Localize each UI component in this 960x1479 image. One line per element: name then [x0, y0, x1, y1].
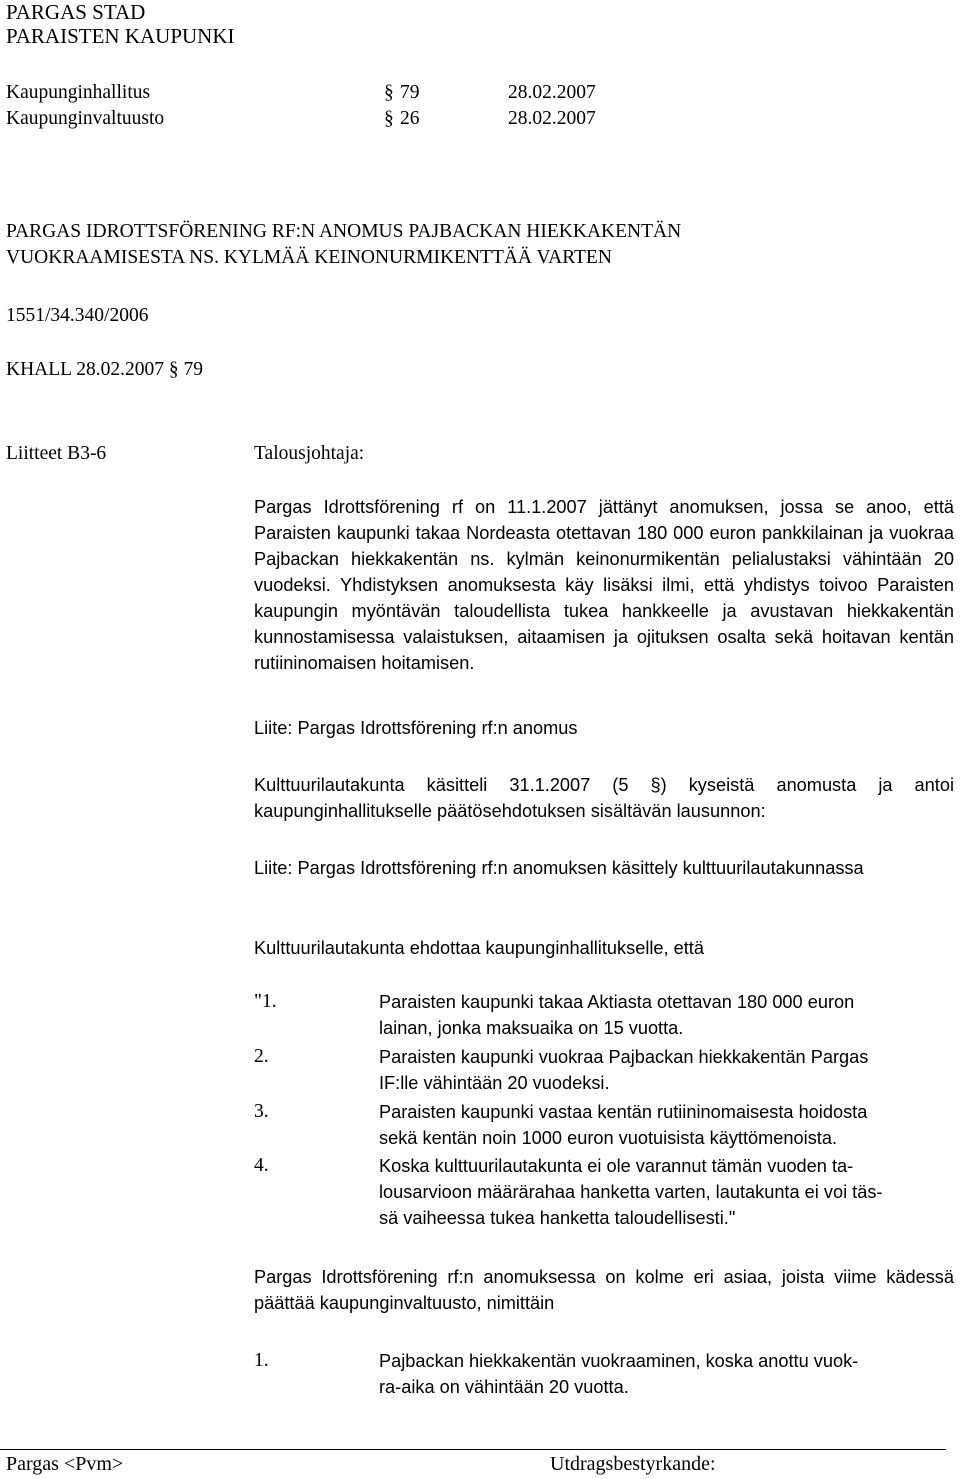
khall-ref-number: 79: [183, 359, 203, 380]
list-item-line: Paraisten kaupunki takaa Aktiasta otettavan 180 000 euron: [379, 992, 855, 1012]
list-item-number: 1.: [254, 1350, 269, 1371]
list-item-text: [379, 1099, 954, 1151]
list-item-text: [379, 989, 954, 1041]
document-title-line1: PARGAS IDROTTSFÖRENING RF:N ANOMUS PAJBACKAN HIEKKAKENTÄN: [6, 221, 682, 242]
list-item-number: 2.: [254, 1046, 269, 1067]
org-name-finnish: PARAISTEN KAUPUNKI: [6, 24, 235, 48]
attachments-label: Liitteet B3-6: [6, 443, 107, 464]
attachment-note-2: [254, 855, 954, 881]
attachment-note-1-text: : Pargas Idrottsförening rf:n anomus: [287, 718, 578, 738]
attachment-note-1: [254, 715, 578, 741]
proposal-intro: Kulttuurilautakunta ehdottaa kaupunginhallitukselle, että: [254, 938, 704, 958]
list-item-line: lainan, jonka maksuaika on 15 vuotta.: [379, 1018, 684, 1038]
presenter-label: Talousjohtaja:: [254, 443, 365, 464]
attachment-note-2-label: Liite: [254, 858, 288, 878]
meta-date-1: 28.02.2007: [508, 82, 596, 103]
document-title-line2: VUOKRAAMISESTA NS. KYLMÄÄ KEINONURMIKENTTÄÄ VARTEN: [6, 247, 612, 268]
org-name-swedish: PARGAS STAD: [6, 0, 146, 24]
list-item-number: 3.: [254, 1101, 269, 1122]
list-item-line: Paraisten kaupunki vuokraa Pajbackan hiekkakentän Pargas: [379, 1047, 869, 1067]
list-item-line: lousarvioon määrärahaa hanketta varten, lautakunta ei voi täs-: [379, 1182, 883, 1202]
list-item-line: Pajbackan hiekkakentän vuokraaminen, koska anottu vuok-: [379, 1351, 859, 1371]
list-item-line: Koska kulttuurilautakunta ei ole varannut tämän vuoden ta-: [379, 1156, 854, 1176]
culture-board-paragraph: Kulttuurilautakunta käsitteli 31.1.2007 (5 §) kyseistä anomusta ja antoi kaupunginhallitukselle päätösehdotuksen sisältävän lausunnon:: [254, 775, 954, 821]
list-item-line: IF:lle vähintään 20 vuodeksi.: [379, 1073, 610, 1093]
list-item-line: sekä kentän noin 1000 euron vuotuisista käyttömenoista.: [379, 1128, 838, 1148]
list-item-text: [379, 1044, 954, 1096]
intro-paragraph: Pargas Idrottsförening rf on 11.1.2007 jättänyt anomuksen, jossa se anoo, että Paraisten kaupunki takaa Nordeasta otettavan 180 000 euron pankkilainan ja vuokraa Pajbackan hiekkakentän ns. kylmän keinonurmikentän pelialustaksi vähintään 20 vuodeksi. Yhdistyksen anomuksesta käy lisäksi ilmi, että yhdistys toivoo Paraisten kaupungin myöntävän taloudellista tukea hankkeelle ja avustavan hiekkakentän kunnostamisessa valaistuksen, aitaamisen ja ojituksen osalta sekä hoitavan kentän rutiininomaisen hoitamisen.: [254, 497, 954, 673]
list-item-line: sä vaiheessa tukea hanketta taloudellisesti.": [379, 1208, 736, 1228]
meta-section-symbol-2: §: [384, 108, 394, 129]
attachment-note-1-label: Liite: [254, 718, 288, 738]
meta-number-1: 79: [400, 82, 420, 103]
list-item-number: 4.: [254, 1155, 269, 1176]
footer-certification: Utdragsbestyrkande:: [550, 1453, 716, 1475]
meta-number-2: 26: [400, 108, 420, 129]
meta-body-2: Kaupunginvaltuusto: [6, 108, 165, 129]
list-item-line: ra-aika on vähintään 20 vuotta.: [379, 1377, 629, 1397]
after-list-paragraph: Pargas Idrottsförening rf:n anomuksessa on kolme eri asiaa, joista viime kädessä päättää kaupunginvaltuusto, nimittäin: [254, 1267, 954, 1313]
list-item-number: "1.: [254, 991, 277, 1012]
khall-ref-prefix: KHALL 28.02.2007: [6, 359, 164, 380]
attachment-note-2-text: : Pargas Idrottsförening rf:n anomuksen käsittely kulttuurilautakunnassa: [287, 858, 864, 878]
khall-ref-section-symbol: §: [168, 359, 179, 380]
record-number: 1551/34.340/2006: [6, 305, 149, 326]
list-item-line: Paraisten kaupunki vastaa kentän rutiininomaisesta hoidosta: [379, 1102, 868, 1122]
meta-body-1: Kaupunginhallitus: [6, 82, 151, 103]
footer-divider: [0, 1449, 946, 1450]
meta-date-2: 28.02.2007: [508, 108, 596, 129]
list-item-text: [379, 1348, 954, 1400]
meta-section-symbol-1: §: [384, 82, 394, 103]
footer-place-date: Pargas <Pvm>: [6, 1453, 124, 1475]
list-item-text: [379, 1153, 954, 1231]
khall-reference: [6, 357, 203, 382]
